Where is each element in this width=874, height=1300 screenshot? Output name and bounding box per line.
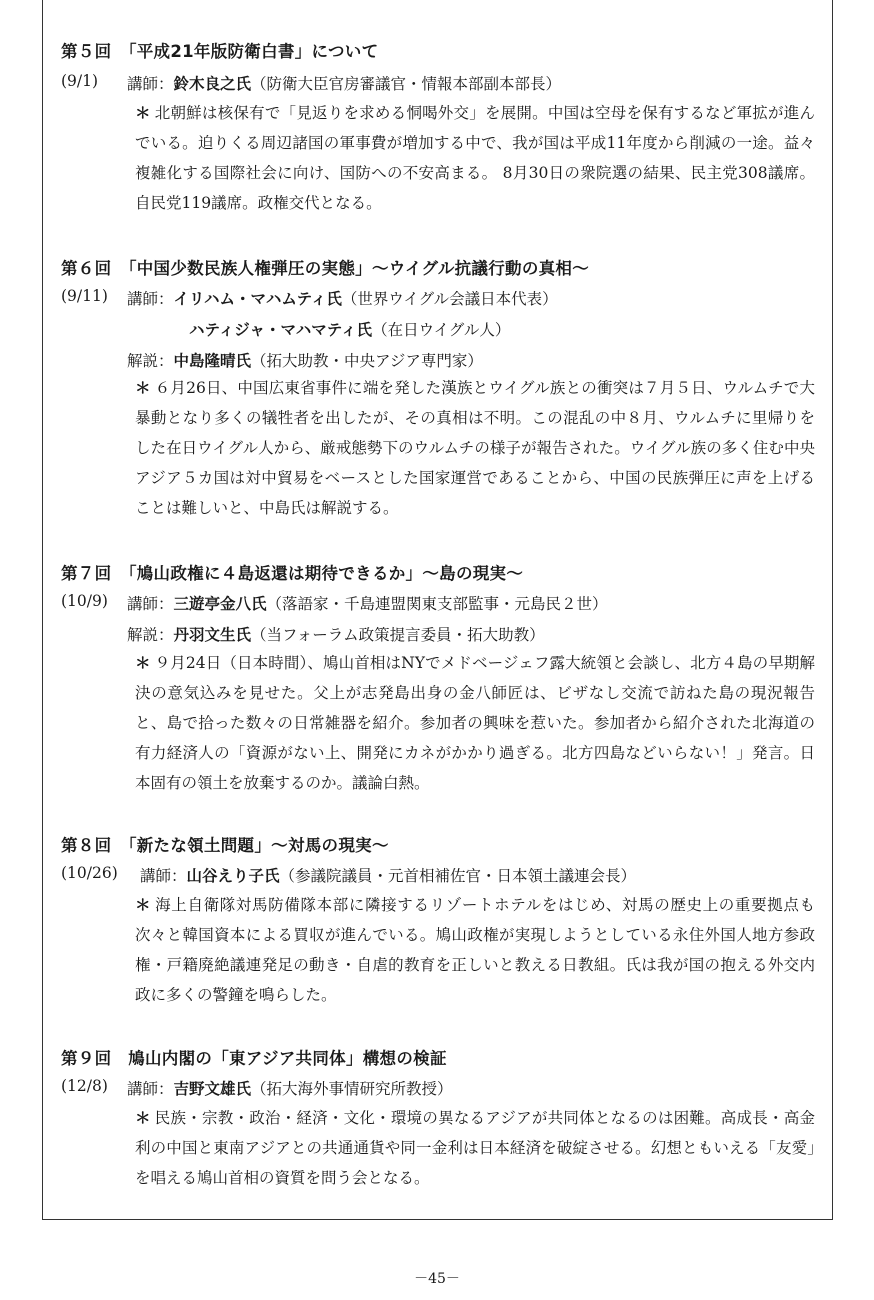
page-number: －45－ [414,1271,460,1287]
lecturer-label: 講師： [127,1080,174,1098]
bullet-star: ＊ [135,895,152,914]
section-body [135,648,815,798]
bullet-star: ＊ [135,378,151,397]
lecturer-name: 三遊亭金八氏 [173,595,267,613]
section-title: 第９回 鳩山内閣の「東アジア共同体」構想の検証 [61,1049,447,1068]
bullet-star: ＊ [135,653,151,672]
commentator-role: （当フォーラム政策提言委員・拓大助教） [251,626,545,644]
body-text: ６月26日、中国広東省事件に端を発した漢族とウイグル族との衝突は７月５日、ウルムチで大暴動となり多くの犠牲者を出したが、その真相は不明。この混乱の中８月、ウルムチに里帰りをした在日ウイグル人から、厳戒態勢下のウルムチの様子が報告された。ウイグル族の多く住む中央アジア５カ国は対中貿易をベースとした国家運営であることから、中国の民族弾圧に声を上げることは難しいと、中島氏は解説する。 [135,379,815,517]
lecturer-line [140,864,636,886]
body-text: 北朝鮮は核保有で「見返りを求める恫喝外交」を展開。中国は空母を保有するなど軍拡が進んでいる。迫りくる周辺諸国の軍事費が増加する中で、我が国は平成11年度から削減の一途。益々複雑化する国際社会に向け、国防への不安高まる。 8月30日の衆院選の結果、民主党308議席。自民党119議席。政権交代となる。 [135,104,815,212]
lecturer-label: 講師： [127,290,174,308]
section-date: (9/11) [61,287,108,305]
section-title: 第７回 「鳩山政権に４島返還は期待できるか」～島の現実～ [61,564,524,583]
section-title: 第６回 「中国少数民族人権弾圧の実態」～ウイグル抗議行動の真相～ [61,259,590,278]
lecturer2-name: ハティジャ・マハマティ氏 [189,321,373,339]
lecturer-line [127,592,608,614]
section-title: 第８回 「新たな領土問題」～対馬の現実～ [61,836,389,855]
commentator-role: （拓大助教・中央アジア専門家） [251,352,483,370]
lecturer-name: 山谷えり子氏 [186,867,280,885]
lecturer-role: （落語家・千島連盟関東支部監事・元島民２世） [266,595,608,613]
commentator-name: 丹羽文生氏 [173,626,252,644]
commentator-label: 解説： [127,626,174,644]
section-title: 第５回 「平成21年版防衛白書」について [61,42,379,61]
lecturer-role: （防衛大臣官房審議官・情報本部副本部長） [251,75,562,93]
commentator-name: 中島隆晴氏 [173,352,252,370]
lecturer-name: イリハム・マハムティ氏 [173,290,342,308]
body-text: 海上自衛隊対馬防備隊本部に隣接するリゾートホテルをはじめ、対馬の歴史上の重要拠点も次々と韓国資本による買収が進んでいる。鳩山政権が実現しようとしている永住外国人地方参政権・戸籍廃絶議連発足の動き・自虐的教育を正しいと教える日教組。氏は我が国の抱える外交内政に多くの警鐘を鳴らした。 [135,896,815,1004]
lecturer2-line [189,318,510,340]
bullet-star: ＊ [135,103,151,122]
section-date: (9/1) [61,72,99,90]
lecturer2-role: （在日ウイグル人） [372,321,511,339]
lecturer-name: 鈴木良之氏 [173,75,252,93]
body-text: 民族・宗教・政治・経済・文化・環境の異なるアジアが共同体となるのは困難。高成長・高金利の中国と東南アジアとの共通通貨や同一金利は日本経済を破綻させる。幻想ともいえる「友愛」を唱える鳩山首相の資質を問う会となる。 [135,1109,815,1187]
lecturer-name: 吉野文雄氏 [173,1080,252,1098]
commentator-line [127,349,483,371]
lecturer-label: 講師： [127,595,174,613]
section-date: (10/9) [61,592,108,610]
commentator-line [127,623,545,645]
content-frame [42,0,833,1220]
section-body [135,1103,815,1193]
lecturer-label: 講師： [127,75,174,93]
lecturer-line [127,72,561,94]
lecturer-role: （世界ウイグル会議日本代表） [341,290,558,308]
commentator-label: 解説： [127,352,174,370]
lecturer-line [127,287,558,309]
section-date: (10/26) [61,864,118,882]
body-text: ９月24日（日本時間）、鳩山首相はNYでメドベージェフ露大統領と会談し、北方４島の早期解決の意気込みを見せた。父上が志発島出身の金八師匠は、ビザなし交流で訪ねた島の現況報告と、島で拾った数々の日常雑器を紹介。参加者の興味を惹いた。参加者から紹介された北海道の有力経済人の「資源がない上、開発にカネがかかり過ぎる。北方四島などいらない！」発言。日本固有の領土を放棄するのか。議論白熱。 [135,654,815,792]
lecturer-role: （参議院議員・元首相補佐官・日本領土議連会長） [279,867,637,885]
section-date: (12/8) [61,1077,108,1095]
section-body [135,98,815,218]
section-body [135,890,815,1010]
lecturer-line [127,1077,453,1099]
bullet-star: ＊ [135,1108,151,1127]
section-body [135,373,815,523]
lecturer-role: （拓大海外事情研究所教授） [251,1080,453,1098]
lecturer-label: 講師： [140,867,187,885]
